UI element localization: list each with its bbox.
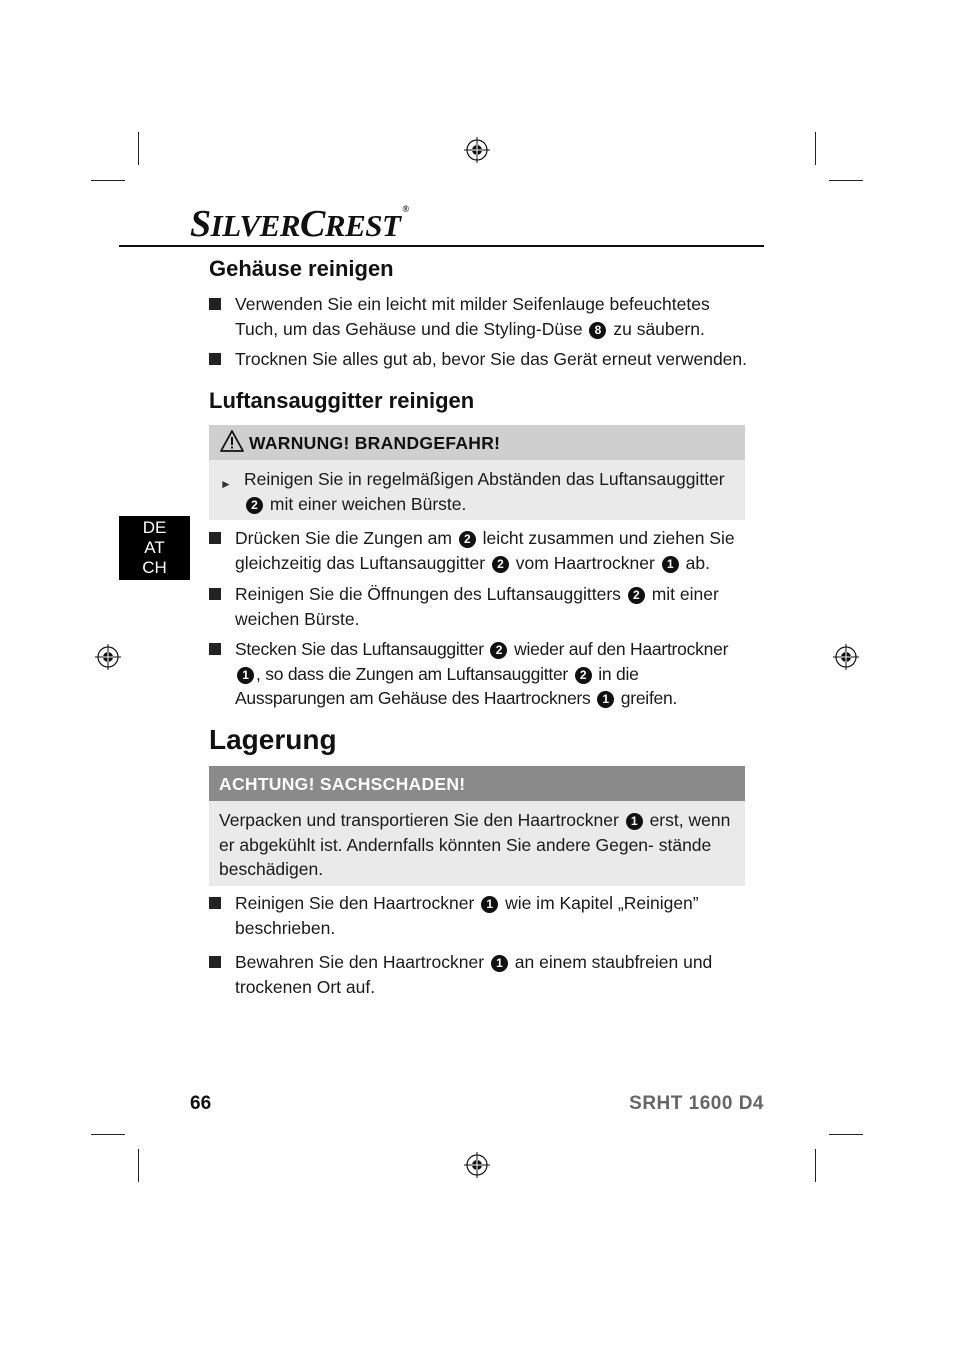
crop-mark bbox=[138, 132, 139, 165]
bullet-square-icon bbox=[209, 353, 221, 365]
bullet-square-icon bbox=[209, 298, 221, 310]
part-number-badge: 1 bbox=[662, 556, 679, 573]
list-item: Reinigen Sie die Öffnungen des Luftansauggitters 2 mit einer weichen Bürste. bbox=[209, 582, 749, 631]
registration-mark-icon bbox=[95, 644, 121, 670]
header-rule bbox=[119, 245, 764, 247]
list-item: Drücken Sie die Zungen am 2 leicht zusammen und ziehen Sie gleichzeitig das Luftansauggitter 2 vom Haartrockner 1 ab. bbox=[209, 526, 749, 575]
crop-mark bbox=[91, 1134, 125, 1135]
warning-title: WARNUNG! BRANDGEFAHR! bbox=[249, 433, 501, 453]
warning-box-body: ► Reinigen Sie in regelmäßigen Abständen das Luftansauggitter 2 mit einer weichen Bürste. bbox=[209, 460, 745, 520]
page-number: 66 bbox=[190, 1093, 212, 1114]
registration-mark-icon bbox=[464, 1152, 490, 1178]
bullet-square-icon bbox=[209, 532, 221, 544]
registration-mark-icon bbox=[833, 644, 859, 670]
part-number-badge: 1 bbox=[481, 896, 498, 913]
part-number-badge: 1 bbox=[626, 813, 643, 830]
crop-mark bbox=[829, 1134, 863, 1135]
section-heading-gehaeuse: Gehäuse reinigen bbox=[209, 256, 394, 281]
part-number-badge: 2 bbox=[459, 531, 476, 548]
crop-mark bbox=[829, 180, 863, 181]
registration-mark-icon bbox=[464, 137, 490, 163]
part-number-badge: 8 bbox=[589, 322, 606, 339]
part-number-badge: 1 bbox=[237, 667, 254, 684]
list-item: Reinigen Sie den Haartrockner 1 wie im Kapitel „Reinigen” beschrieben. bbox=[209, 891, 749, 940]
bullet-square-icon bbox=[209, 643, 221, 655]
section-heading-luftansauggitter: Luftansauggitter reinigen bbox=[209, 388, 475, 413]
crop-mark bbox=[138, 1149, 139, 1182]
part-number-badge: 2 bbox=[628, 587, 645, 604]
crop-mark bbox=[815, 132, 816, 165]
notice-box-body: Verpacken und transportieren Sie den Haartrockner 1 erst, wenn er abgekühlt ist. Andernfalls könnten Sie andere Gegen- stände beschädigen. bbox=[209, 801, 745, 886]
notice-box-header bbox=[209, 766, 745, 801]
model-number: SRHT 1600 D4 bbox=[629, 1093, 764, 1114]
crop-mark bbox=[815, 1149, 816, 1182]
brand-logo: SILVERCREST ® bbox=[190, 203, 409, 245]
bullet-square-icon bbox=[209, 956, 221, 968]
list-item: Stecken Sie das Luftansauggitter 2 wieder auf den Haartrockner 1 , so dass die Zungen am Luftansauggitter 2 in die Aussparungen am Gehäuse des Haartrockners 1 greifen. bbox=[209, 637, 749, 711]
part-number-badge: 2 bbox=[575, 667, 592, 684]
section-heading-lagerung: Lagerung bbox=[209, 724, 337, 755]
part-number-badge: 1 bbox=[491, 955, 508, 972]
language-tab: DE AT CH bbox=[119, 516, 190, 580]
bullet-square-icon bbox=[209, 588, 221, 600]
part-number-badge: 2 bbox=[492, 556, 509, 573]
arrow-right-icon: ► bbox=[220, 477, 232, 491]
bullet-square-icon bbox=[209, 897, 221, 909]
list-item: Trocknen Sie alles gut ab, bevor Sie das Gerät erneut verwenden. bbox=[209, 347, 749, 372]
warning-box-header bbox=[209, 425, 745, 460]
list-item: Verwenden Sie ein leicht mit milder Seifenlauge befeuchtetes Tuch, um das Gehäuse und die Styling-Düse 8 zu säubern. bbox=[209, 292, 749, 341]
list-item: Bewahren Sie den Haartrockner 1 an einem staubfreien und trockenen Ort auf. bbox=[209, 950, 749, 999]
part-number-badge: 1 bbox=[597, 691, 614, 708]
notice-title: ACHTUNG! SACHSCHADEN! bbox=[219, 774, 466, 794]
warning-triangle-icon bbox=[220, 430, 244, 452]
crop-mark bbox=[91, 180, 125, 181]
part-number-badge: 2 bbox=[490, 642, 507, 659]
part-number-badge: 2 bbox=[246, 497, 263, 514]
